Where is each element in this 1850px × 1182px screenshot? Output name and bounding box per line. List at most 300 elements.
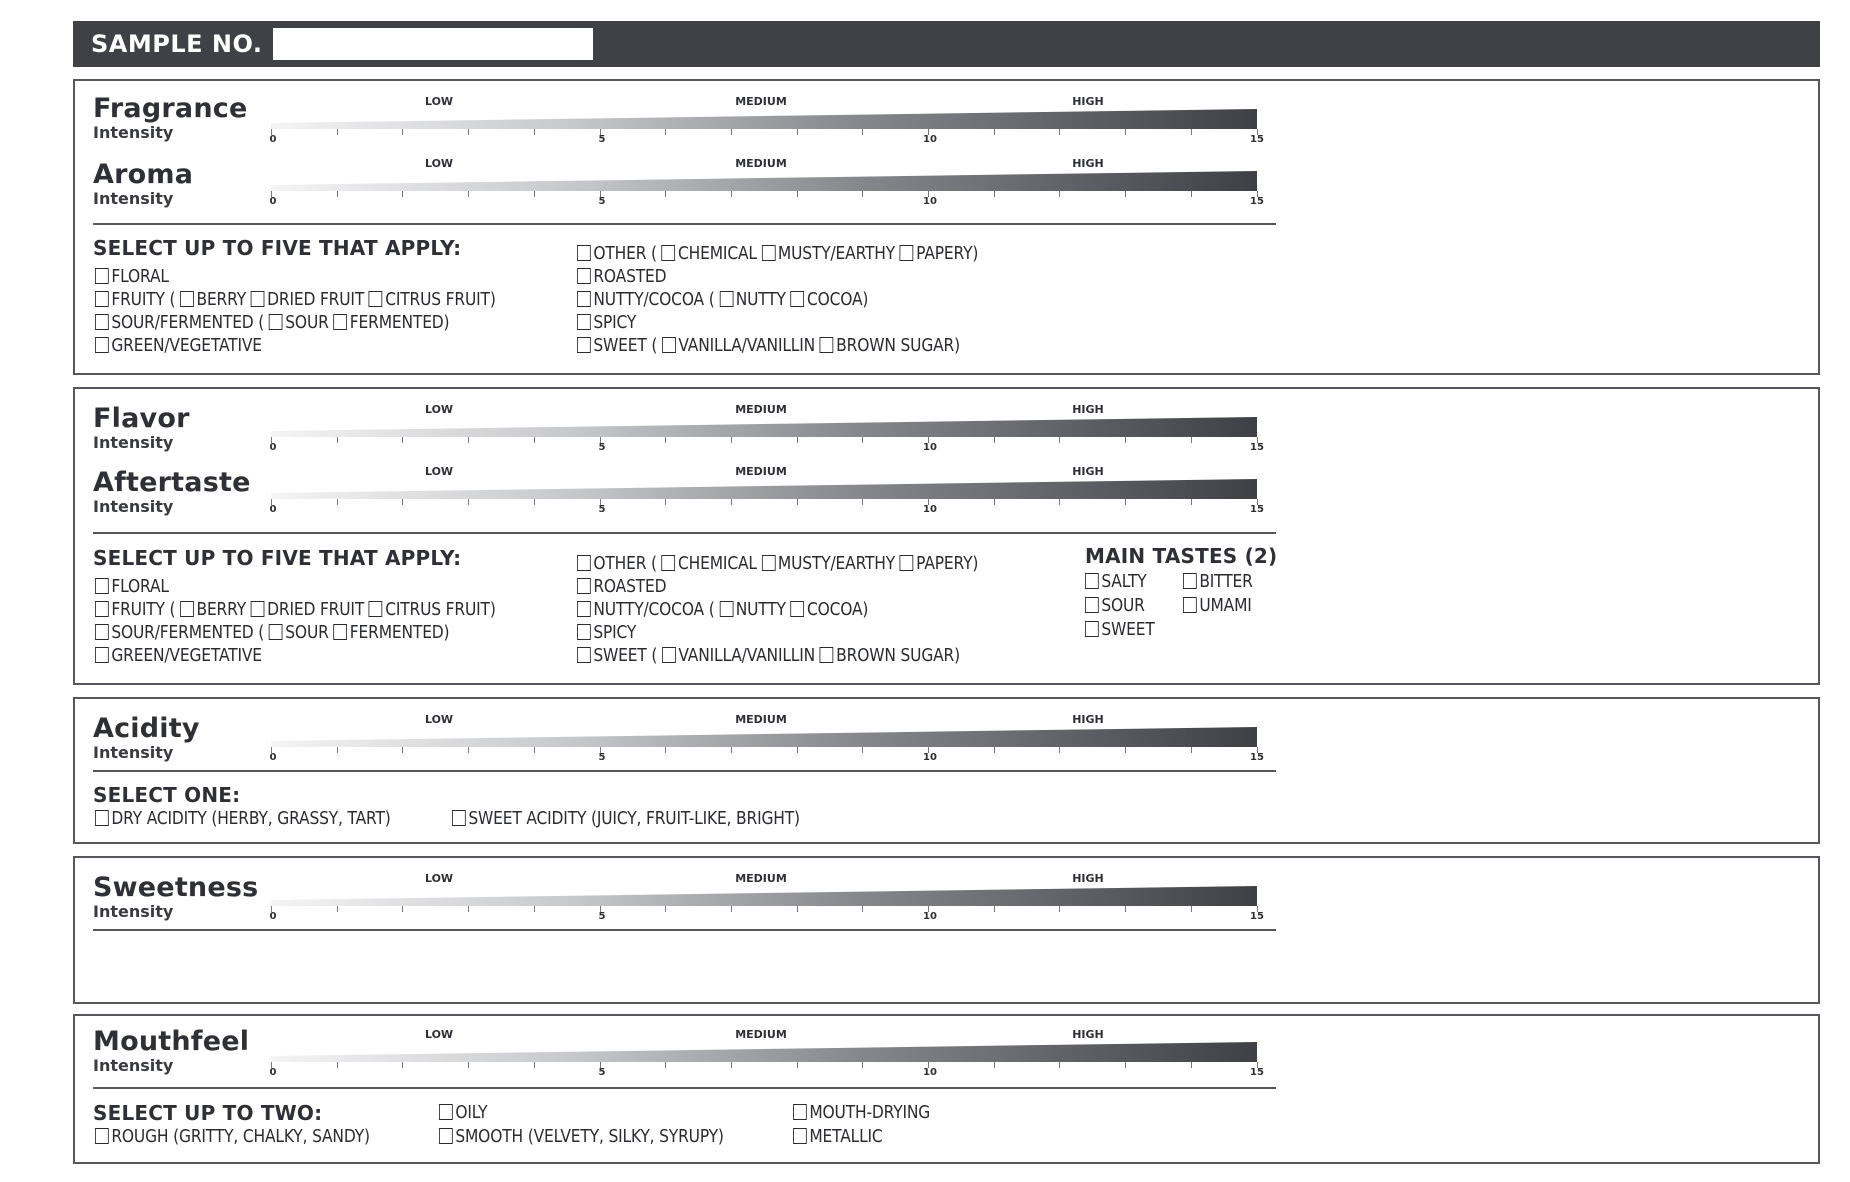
sweetness-intensity-scale[interactable]	[271, 872, 1271, 928]
option-label: CHEMICAL	[678, 243, 757, 264]
scale-tick	[797, 129, 798, 135]
intensity-gradient-bar[interactable]	[271, 109, 1257, 129]
checkbox[interactable]	[95, 1128, 109, 1144]
descriptor-option-row[interactable]	[95, 576, 169, 598]
scale-tick	[534, 191, 535, 197]
intensity-gradient-bar[interactable]	[271, 1042, 1257, 1062]
scale-number-label: 0	[269, 134, 277, 145]
option-label: SALTY	[1101, 571, 1147, 592]
scale-tick	[1059, 906, 1060, 912]
checkbox[interactable]	[95, 601, 109, 617]
scale-tick	[468, 906, 469, 912]
checkbox[interactable]	[1183, 573, 1197, 589]
scale-tick	[994, 1062, 995, 1068]
scale-tick	[1125, 129, 1126, 135]
option-label: MUSTY/EARTHY	[777, 243, 896, 264]
scale-level-label: HIGH	[1072, 157, 1104, 170]
scale-tick	[797, 906, 798, 912]
option-label: GREEN/VEGETATIVE	[111, 645, 262, 666]
checkbox[interactable]	[95, 647, 109, 663]
descriptor-option-row[interactable]	[577, 312, 636, 334]
option-dry-acidity[interactable]: DRY ACIDITY (HERBY, GRASSY, TART)	[95, 808, 391, 830]
checkbox[interactable]	[439, 1128, 453, 1144]
main-taste-option[interactable]	[1183, 571, 1253, 593]
scale-number-label: 10	[923, 504, 937, 515]
flavor-title: Flavor	[93, 403, 190, 434]
scale-tick	[665, 1062, 666, 1068]
scale-level-label: HIGH	[1072, 465, 1104, 478]
aftertaste-attribute	[93, 469, 251, 515]
checkbox[interactable]	[180, 601, 194, 617]
scale-number-label: 5	[598, 752, 606, 763]
option-label: FRUITY (	[111, 289, 176, 310]
checkbox[interactable]	[791, 601, 805, 617]
intensity-gradient-bar[interactable]	[271, 886, 1257, 906]
scale-tick	[1125, 437, 1126, 443]
scale-tick	[994, 906, 995, 912]
scale-tick	[337, 437, 338, 443]
checkbox[interactable]	[269, 624, 283, 640]
fragrance-aroma-section	[73, 79, 1820, 375]
checkbox[interactable]	[577, 268, 591, 284]
scale-number-label: 0	[269, 911, 277, 922]
scale-tick	[862, 129, 863, 135]
option-label: FERMENTED)	[349, 312, 450, 333]
scale-number-label: 15	[1250, 442, 1264, 453]
scale-tick	[1125, 747, 1126, 753]
scale-tick	[731, 906, 732, 912]
flavor-subtitle: Intensity	[93, 433, 174, 452]
scale-tick	[534, 437, 535, 443]
scale-tick	[468, 437, 469, 443]
scale-tick	[534, 1062, 535, 1068]
option-label: SOUR	[1101, 595, 1145, 616]
checkbox[interactable]	[577, 337, 591, 353]
option-label: SOUR/FERMENTED (	[111, 312, 265, 333]
main-tastes-heading: MAIN TASTES (2)	[1085, 544, 1278, 568]
scale-tick	[1125, 906, 1126, 912]
scale-tick	[862, 906, 863, 912]
option-label: OTHER (	[593, 243, 657, 264]
scale-number-label: 10	[923, 196, 937, 207]
checkbox[interactable]	[662, 337, 676, 353]
scale-tick	[534, 129, 535, 135]
option-label: BROWN SUGAR)	[836, 335, 961, 356]
mouthfeel-attribute	[93, 1028, 249, 1074]
scale-tick	[1059, 129, 1060, 135]
aftertaste-intensity-scale[interactable]	[271, 465, 1271, 521]
aftertaste-title: Aftertaste	[93, 467, 251, 498]
scale-tick	[665, 129, 666, 135]
scale-tick	[468, 191, 469, 197]
scale-tick	[337, 129, 338, 135]
mouthfeel-subtitle: Intensity	[93, 1056, 174, 1075]
scale-tick	[731, 1062, 732, 1068]
option-label: CHEMICAL	[678, 553, 757, 574]
descriptor-option-row[interactable]	[95, 599, 496, 621]
sweetness-title: Sweetness	[93, 872, 259, 903]
checkbox[interactable]	[900, 245, 914, 261]
descriptor-option-row[interactable]	[577, 599, 868, 621]
scale-tick	[994, 191, 995, 197]
checkbox[interactable]	[95, 268, 109, 284]
main-taste-option[interactable]	[1183, 595, 1252, 617]
checkbox[interactable]	[791, 291, 805, 307]
scale-tick	[1059, 437, 1060, 443]
scale-tick	[337, 906, 338, 912]
scale-level-label: HIGH	[1072, 403, 1104, 416]
scale-tick	[1059, 1062, 1060, 1068]
checkbox[interactable]	[662, 555, 676, 571]
checkbox[interactable]	[820, 647, 834, 663]
scale-tick	[994, 499, 995, 505]
scale-number-label: 10	[923, 442, 937, 453]
scale-level-label: LOW	[424, 465, 454, 478]
aroma-attribute	[93, 161, 193, 207]
scale-number-label: 10	[923, 752, 937, 763]
descriptor-option-row[interactable]	[577, 266, 666, 288]
scale-level-label: LOW	[424, 1028, 454, 1041]
descriptor-option-row[interactable]	[95, 335, 262, 357]
scale-tick	[731, 129, 732, 135]
option-label: BERRY	[196, 289, 247, 310]
scale-level-label: MEDIUM	[735, 465, 787, 478]
option-label: FRUITY (	[111, 599, 176, 620]
aroma-title: Aroma	[93, 159, 194, 190]
scale-tick	[1059, 747, 1060, 753]
checkbox[interactable]	[662, 647, 676, 663]
checkbox[interactable]	[369, 601, 383, 617]
acidity-subtitle: Intensity	[93, 743, 174, 762]
checkbox[interactable]	[577, 601, 591, 617]
select-five-heading: SELECT UP TO FIVE THAT APPLY:	[93, 546, 462, 570]
intensity-gradient-bar[interactable]	[271, 727, 1257, 747]
scale-tick	[1059, 191, 1060, 197]
scale-level-label: MEDIUM	[735, 1028, 787, 1041]
scale-number-label: 5	[598, 442, 606, 453]
checkbox[interactable]	[762, 555, 776, 571]
descriptor-option-row[interactable]	[95, 289, 496, 311]
select-one-heading: SELECT ONE:	[93, 783, 241, 807]
option-label: SWEET (	[593, 645, 658, 666]
scale-tick	[797, 499, 798, 505]
option-oily[interactable]: OILY	[439, 1102, 487, 1124]
checkbox[interactable]	[662, 245, 676, 261]
option-label: COCOA)	[806, 599, 869, 620]
scale-tick	[665, 906, 666, 912]
scale-tick	[797, 437, 798, 443]
scale-tick	[1059, 499, 1060, 505]
descriptor-option-row[interactable]	[577, 553, 978, 575]
option-label: SWEET (	[593, 335, 658, 356]
scale-tick	[337, 499, 338, 505]
scale-tick	[402, 499, 403, 505]
sweetness-subtitle: Intensity	[93, 902, 174, 921]
scale-level-label: MEDIUM	[735, 403, 787, 416]
scale-number-label: 10	[923, 134, 937, 145]
scale-number-label: 10	[923, 1067, 937, 1078]
scale-number-label: 0	[269, 504, 277, 515]
descriptor-option-row[interactable]	[577, 645, 960, 667]
scale-number-label: 5	[598, 504, 606, 515]
flavor-attribute	[93, 405, 190, 451]
scale-tick	[402, 437, 403, 443]
descriptor-option-row[interactable]	[95, 312, 449, 334]
scale-tick	[1191, 747, 1192, 753]
scale-tick	[862, 437, 863, 443]
scale-tick	[994, 437, 995, 443]
sample-number-label: SAMPLE NO.	[91, 30, 263, 58]
acidity-intensity-scale[interactable]	[271, 713, 1271, 769]
scale-tick	[1191, 1062, 1192, 1068]
main-taste-option[interactable]	[1085, 619, 1155, 641]
checkbox[interactable]	[577, 291, 591, 307]
scale-tick	[337, 747, 338, 753]
checkbox[interactable]	[251, 601, 265, 617]
intensity-gradient-bar[interactable]	[271, 417, 1257, 437]
checkbox[interactable]	[820, 337, 834, 353]
scale-tick	[994, 747, 995, 753]
option-label: ROASTED	[593, 266, 667, 287]
scale-level-label: LOW	[424, 713, 454, 726]
divider-rule	[93, 223, 1276, 225]
scale-tick	[402, 747, 403, 753]
mouthfeel-section	[73, 1014, 1820, 1164]
scale-tick	[402, 1062, 403, 1068]
checkbox[interactable]	[439, 1104, 453, 1120]
checkbox[interactable]	[577, 555, 591, 571]
scale-tick	[1191, 906, 1192, 912]
divider-rule	[93, 1087, 1276, 1089]
scale-tick	[1191, 191, 1192, 197]
checkbox[interactable]	[95, 314, 109, 330]
fragrance-title: Fragrance	[93, 93, 248, 124]
option-label: FERMENTED)	[349, 622, 450, 643]
fragrance-intensity-scale[interactable]	[271, 95, 1271, 151]
scale-level-label: HIGH	[1072, 713, 1104, 726]
intensity-gradient-bar[interactable]	[271, 479, 1257, 499]
option-label: NUTTY	[735, 289, 786, 310]
scale-tick	[862, 747, 863, 753]
checkbox[interactable]	[369, 291, 383, 307]
scale-number-label: 0	[269, 1067, 277, 1078]
scale-tick	[1125, 1062, 1126, 1068]
option-metallic[interactable]: METALLIC	[793, 1126, 883, 1148]
scale-tick	[402, 191, 403, 197]
scale-number-label: 5	[598, 911, 606, 922]
scale-tick	[862, 1062, 863, 1068]
scale-number-label: 5	[598, 196, 606, 207]
descriptor-option-row[interactable]	[577, 243, 978, 265]
select-two-heading: SELECT UP TO TWO:	[93, 1101, 323, 1125]
scale-number-label: 15	[1250, 134, 1264, 145]
checkbox[interactable]	[577, 245, 591, 261]
descriptor-option-row[interactable]	[95, 266, 169, 288]
divider-rule	[93, 532, 1276, 534]
descriptor-option-row[interactable]	[577, 289, 868, 311]
scale-level-label: MEDIUM	[735, 157, 787, 170]
checkbox[interactable]	[577, 624, 591, 640]
intensity-gradient-bar[interactable]	[271, 171, 1257, 191]
scale-level-label: LOW	[424, 872, 454, 885]
scale-number-label: 15	[1250, 504, 1264, 515]
scale-tick	[1125, 499, 1126, 505]
scale-tick	[468, 499, 469, 505]
scale-level-label: HIGH	[1072, 1028, 1104, 1041]
mouthfeel-title: Mouthfeel	[93, 1026, 250, 1057]
scale-level-label: HIGH	[1072, 95, 1104, 108]
scale-tick	[731, 499, 732, 505]
scale-level-label: LOW	[424, 95, 454, 108]
scale-tick	[731, 191, 732, 197]
descriptor-option-row[interactable]	[577, 335, 960, 357]
checkbox[interactable]	[95, 337, 109, 353]
option-label: SPICY	[593, 622, 637, 643]
flavor-aftertaste-section	[73, 387, 1820, 685]
descriptor-option-row[interactable]	[95, 645, 262, 667]
option-label: SOUR	[285, 312, 329, 333]
checkbox[interactable]	[269, 314, 283, 330]
option-label: BITTER	[1199, 571, 1253, 592]
scale-level-label: MEDIUM	[735, 713, 787, 726]
scale-tick	[1191, 129, 1192, 135]
acidity-title: Acidity	[93, 713, 200, 744]
checkbox[interactable]	[95, 810, 109, 826]
option-smooth[interactable]: SMOOTH (VELVETY, SILKY, SYRUPY)	[439, 1126, 724, 1148]
option-label: FLORAL	[111, 576, 169, 597]
option-label: PAPERY)	[916, 243, 979, 264]
checkbox[interactable]	[95, 291, 109, 307]
checkbox[interactable]	[95, 578, 109, 594]
scale-tick	[534, 499, 535, 505]
aroma-intensity-scale[interactable]	[271, 157, 1271, 213]
option-label: DRIED FRUIT	[267, 289, 365, 310]
scale-number-label: 5	[598, 1067, 606, 1078]
descriptor-option-row[interactable]	[577, 622, 636, 644]
checkbox[interactable]	[719, 291, 733, 307]
checkbox[interactable]	[452, 810, 466, 826]
scale-tick	[402, 906, 403, 912]
option-label: COCOA)	[806, 289, 869, 310]
scale-tick	[402, 129, 403, 135]
main-taste-option[interactable]	[1085, 571, 1147, 593]
option-label: GREEN/VEGETATIVE	[111, 335, 262, 356]
select-five-heading: SELECT UP TO FIVE THAT APPLY:	[93, 236, 462, 260]
checkbox[interactable]	[180, 291, 194, 307]
sample-number-input[interactable]	[273, 28, 593, 60]
sweetness-attribute	[93, 874, 258, 920]
descriptor-option-row[interactable]	[95, 622, 449, 644]
checkbox[interactable]	[1085, 597, 1099, 613]
option-label: SOUR/FERMENTED (	[111, 622, 265, 643]
checkbox[interactable]	[719, 601, 733, 617]
scale-tick	[731, 437, 732, 443]
aroma-subtitle: Intensity	[93, 189, 174, 208]
scale-tick	[337, 191, 338, 197]
checkbox[interactable]	[577, 647, 591, 663]
scale-level-label: MEDIUM	[735, 872, 787, 885]
scale-tick	[665, 437, 666, 443]
checkbox[interactable]	[577, 314, 591, 330]
option-label: CITRUS FRUIT)	[385, 599, 496, 620]
scale-tick	[1191, 437, 1192, 443]
checkbox[interactable]	[333, 624, 347, 640]
scale-tick	[534, 906, 535, 912]
checkbox[interactable]	[793, 1104, 807, 1120]
sweetness-section	[73, 856, 1820, 1004]
scale-number-label: 15	[1250, 911, 1264, 922]
scale-number-label: 15	[1250, 752, 1264, 763]
option-label: BROWN SUGAR)	[836, 645, 961, 666]
mouthfeel-intensity-scale[interactable]	[271, 1028, 1271, 1084]
option-label: VANILLA/VANILLIN	[678, 645, 816, 666]
scale-number-label: 10	[923, 911, 937, 922]
scale-tick	[665, 747, 666, 753]
option-label: BERRY	[196, 599, 247, 620]
scale-tick	[862, 499, 863, 505]
checkbox[interactable]	[762, 245, 776, 261]
flavor-intensity-scale[interactable]	[271, 403, 1271, 459]
scale-number-label: 15	[1250, 196, 1264, 207]
checkbox[interactable]	[577, 578, 591, 594]
checkbox[interactable]	[333, 314, 347, 330]
scale-tick	[797, 1062, 798, 1068]
checkbox[interactable]	[1085, 573, 1099, 589]
scale-number-label: 0	[269, 752, 277, 763]
checkbox[interactable]	[793, 1128, 807, 1144]
scale-number-label: 15	[1250, 1067, 1264, 1078]
scale-tick	[665, 191, 666, 197]
scale-tick	[534, 747, 535, 753]
checkbox[interactable]	[1183, 597, 1197, 613]
option-rough[interactable]: ROUGH (GRITTY, CHALKY, SANDY)	[95, 1126, 370, 1148]
main-taste-option[interactable]	[1085, 595, 1145, 617]
option-label: VANILLA/VANILLIN	[678, 335, 816, 356]
checkbox[interactable]	[251, 291, 265, 307]
scale-number-label: 0	[269, 196, 277, 207]
option-label: FLORAL	[111, 266, 169, 287]
option-label: NUTTY/COCOA (	[593, 289, 715, 310]
checkbox[interactable]	[900, 555, 914, 571]
descriptor-option-row[interactable]	[577, 576, 666, 598]
option-label: SWEET	[1101, 619, 1155, 640]
checkbox[interactable]	[95, 624, 109, 640]
scale-level-label: LOW	[424, 157, 454, 170]
scale-tick	[731, 747, 732, 753]
sample-header	[73, 21, 1820, 67]
scale-tick	[797, 191, 798, 197]
scale-number-label: 5	[598, 134, 606, 145]
checkbox[interactable]	[1085, 621, 1099, 637]
option-sweet-acidity[interactable]: SWEET ACIDITY (JUICY, FRUIT-LIKE, BRIGHT)	[452, 808, 800, 830]
scale-level-label: LOW	[424, 403, 454, 416]
option-label: NUTTY/COCOA (	[593, 599, 715, 620]
scale-level-label: HIGH	[1072, 872, 1104, 885]
option-label: MUSTY/EARTHY	[777, 553, 896, 574]
option-label: UMAMI	[1199, 595, 1252, 616]
aftertaste-subtitle: Intensity	[93, 497, 174, 516]
option-mouth-drying[interactable]: MOUTH-DRYING	[793, 1102, 930, 1124]
scale-tick	[468, 129, 469, 135]
scale-tick	[1191, 499, 1192, 505]
scale-level-label: MEDIUM	[735, 95, 787, 108]
option-label: OTHER (	[593, 553, 657, 574]
scale-tick	[862, 191, 863, 197]
fragrance-subtitle: Intensity	[93, 123, 174, 142]
option-label: CITRUS FRUIT)	[385, 289, 496, 310]
option-label: PAPERY)	[916, 553, 979, 574]
acidity-section	[73, 697, 1820, 844]
